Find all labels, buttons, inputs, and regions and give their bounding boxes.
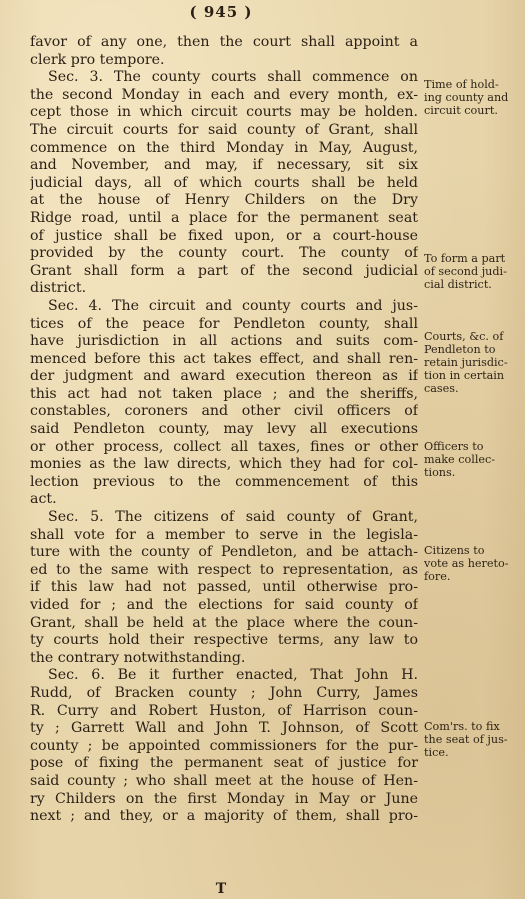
text-line: R. Curry and Robert Huston, of Harrison coun- [30,702,418,719]
margin-note-line: tice. [424,746,449,759]
margin-note-line: make collec- [424,453,496,466]
text-line: pose of fixing the permanent seat of justice for [30,755,418,772]
text-line: ture with the county of Pendleton, and be attach- [30,544,418,561]
text-line: or other process, collect all taxes, fines or other [30,438,418,455]
margin-note-line: tion in certain [424,369,505,382]
margin-note-line: fore. [424,570,451,583]
margin-note-pendleton-jurisdiction [424,330,522,395]
text-line: said Pendleton county, may levy all executions [30,421,418,438]
text-line: district. [30,280,87,297]
text-line: clerk pro tempore. [30,51,165,68]
text-line: next ; and they, or a majority of them, shall pro- [30,808,418,825]
paragraph-section-6 [30,667,418,825]
text-line: The circuit courts for said county of Grant, shall [30,121,418,138]
text-line: ty courts hold their respective terms, any law to [30,632,418,649]
body-text [30,34,418,826]
text-line: the contrary notwithstanding. [30,649,246,666]
text-line: judicial days, all of which courts shall be held [30,174,418,191]
margin-note-line: circuit court. [424,104,498,117]
text-line: vided for ; and the elections for said county of [30,597,418,613]
text-line: of justice shall be fixed upon, or a court-house [30,227,418,244]
text-line: said county ; who shall meet at the house of Hen- [30,772,418,789]
text-line: Sec. 3. The county courts shall commence on [48,69,418,86]
margin-note-line: Pendleton to [424,343,496,356]
margin-note-line: cial district. [424,278,492,291]
text-line: Sec. 6. Be it further enacted, That John H. [48,667,418,684]
text-line: tices of the peace for Pendleton county, shall [30,315,418,332]
margin-note-citizens-vote [424,544,522,583]
margin-note-line: To form a part [424,252,506,265]
margin-note-line: ing county and [424,91,509,104]
text-line: ry Childers on the first Monday in May or June [30,790,418,807]
margin-note-line: cases. [424,382,459,395]
margin-note-line: tions. [424,466,456,479]
margin-note-line: Courts, &c. of [424,330,504,343]
margin-note-line: Time of hold- [424,78,499,91]
paragraph-continuation [30,34,418,69]
paragraph-section-3 [30,69,418,298]
margin-note-time-of-holding [424,78,522,117]
text-line: constables, coroners and other civil officers of [30,403,418,420]
text-line: this act had not taken place ; and the sheriffs, [30,385,418,402]
margin-note-line: of second judi- [424,265,507,278]
text-line: favor of any one, then the court shall appoint a [30,34,418,50]
margin-note-officers-collections [424,440,522,479]
margin-note-line: vote as hereto- [424,557,509,570]
page-number: ( 945 ) [189,3,253,21]
text-line: ty ; Garrett Wall and John T. Johnson, of Scott [30,720,418,737]
text-line: menced before this act takes effect, and shall ren- [30,350,418,367]
text-line: commence on the third Monday in May, August, [30,139,418,156]
margin-note-line: Com'rs. to fix [424,720,500,733]
text-line: provided by the county court. The county of [30,245,418,262]
text-line: shall vote for a member to serve in the legisla- [30,526,418,543]
text-line: county ; be appointed commissioners for the pur- [30,737,418,754]
text-line: der judgment and award execution thereon as if [30,368,418,385]
text-line: Grant shall form a part of the second judicial [30,262,418,279]
text-line: monies as the law directs, which they had for col- [30,456,418,473]
text-line: Sec. 5. The citizens of said county of Grant, [48,509,418,526]
text-line: the second Monday in each and every month, ex- [30,86,418,103]
text-line: if this law had not passed, until otherwise pro- [30,579,418,596]
text-line: Ridge road, until a place for the permanent seat [30,209,418,226]
paragraph-section-4 [30,298,418,509]
text-line: and November, and may, if necessary, sit six [30,157,418,174]
signature-mark: T [215,881,227,897]
margin-note-line: Officers to [424,440,484,453]
text-line: Grant, shall be held at the place where the coun- [30,614,418,631]
margin-note-line: Citizens to [424,544,485,557]
margin-note-commissioners [424,720,522,759]
margin-note-line: retain jurisdic- [424,356,508,369]
text-line: cept those in which circuit courts may be holden. [30,104,418,121]
text-line: at the house of Henry Childers on the Dry [30,192,418,209]
text-line: Rudd, of Bracken county ; John Curry, James [30,684,418,701]
margin-note-line: the seat of jus- [424,733,508,746]
text-line: have jurisdiction in all actions and suits com- [30,333,418,350]
text-line: ed to the same with respect to representation, as [30,561,418,578]
text-line: act. [30,491,57,508]
text-line: Sec. 4. The circuit and county courts and jus- [48,297,418,314]
margin-note-second-district [424,252,522,291]
text-line: lection previous to the commencement of this [30,473,418,490]
paragraph-section-5 [30,509,418,667]
